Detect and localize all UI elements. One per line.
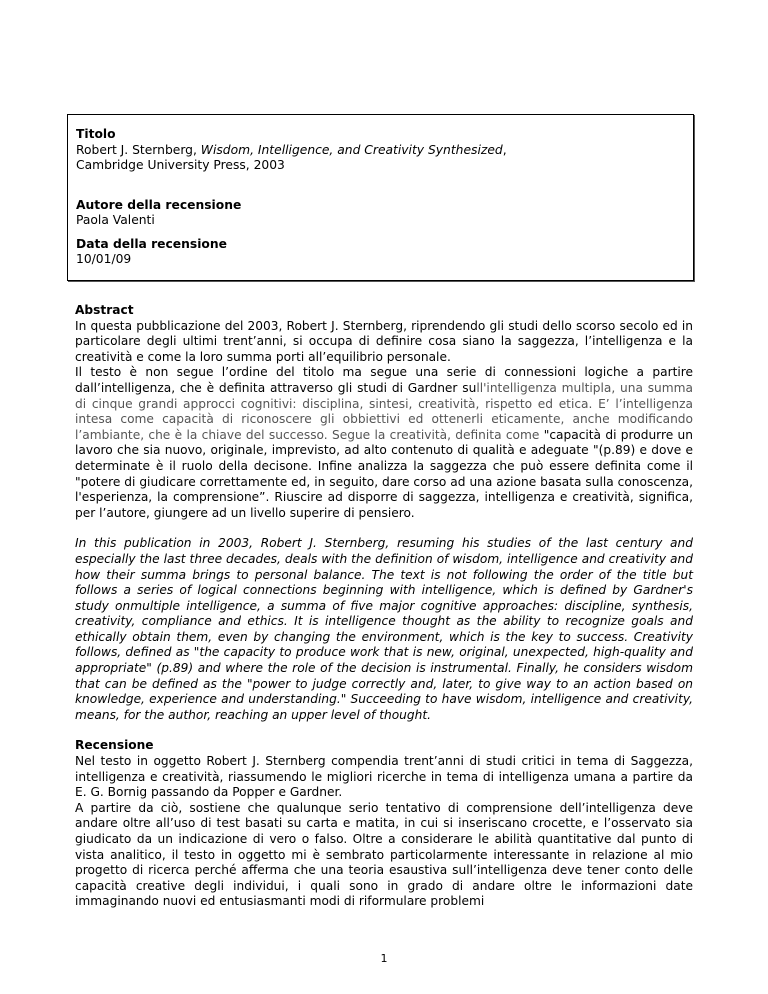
- review-heading: Recensione: [75, 738, 154, 753]
- abstract-it-p2-grey: ll'intelligenza multipla, una summa di cinque grandi approcci cognitivi: disciplina, sintesi, creatività, rispetto ed etica. E’ l’intelligenza intesa come capacità di riconoscere gli obbiettivi ed ottenerli eticamente, anche modificando l’ambiante, che è la chiave del successo. Segue la creatività, definita come: [75, 380, 693, 442]
- book-citation: [76, 143, 685, 174]
- abstract-heading: Abstract: [75, 303, 134, 317]
- review-date: 10/01/09: [76, 252, 132, 266]
- reviewer-label: Autore della recensione: [76, 197, 242, 212]
- review-paragraph-2: A partire da ciò, sostiene che qualunque serio tentativo di comprensione dell’intelligenza deve andare oltre all’uso di test basati su carta e matita, in cui si inseriscano crocette, e l’osservato sia giudicato da un indicazione di vero o falso. Oltre a considerare le abilità quantitative dal punto di vista analitico, il testo in oggetto mi è sembrato particolarmente interessante in relazione al mio progetto di ricerca perché afferma che una teoria esaustiva sull’intelligenza deve tener conto delle capacità creative degli individui, i quali sono in grado di andare oltre le informazioni date immaginando nuovi ed entusiasmanti modi di riformulare problemi: [75, 800, 693, 909]
- review-info-box: [67, 114, 694, 281]
- abstract-en-paragraph: In this publication in 2003, Robert J. Sternberg, resuming his studies of the last century and especially the last three decades, deals with the definition of wisdom, intelligence and creativity and how their summa brings to personal balance. The text is not following the order of the title but follows a series of logical connections beginning with intelligence, which is defined by Gardner's study onmultiple intelligence, a summa of five major cognitive approaches: discipline, synthesis, creativity, compliance and ethics. It is intelligence thought as the ability to recognize goals and ethically obtain them, even by changing the environment, which is the key to success. Creativity follows, defined as "the capacity to produce work that is new, original, unexpected, high-quality and appropriate" (p.89) and where the role of the decision is instrumental. Finally, he considers wisdom that can be defined as the "power to judge correctly and, later, to give way to an action based on knowledge, experience and understanding." Succeeding to have wisdom, intelligence and creativity, means, for the author, reaching an upper level of thought.: [75, 536, 693, 722]
- review-paragraph-1: Nel testo in oggetto Robert J. Sternberg compendia trent’anni di studi critici in tema di Saggezza, intelligenza e creatività, riassumendo le migliori ricerche in tema di intelligenza umana a partire da E. G. Bornig passando da Popper e Gardner.: [75, 754, 693, 800]
- date-label: Data della recensione: [76, 236, 227, 251]
- book-title: Wisdom, Intelligence, and Creativity Synthesized: [200, 142, 503, 157]
- title-label: Titolo: [76, 127, 116, 141]
- document-body: [75, 303, 693, 910]
- book-author: Robert J. Sternberg,: [76, 142, 201, 157]
- abstract-it-paragraph-1: In questa pubblicazione del 2003, Robert J. Sternberg, riprendendo gli studi dello scorso secolo ed in particolare degli ultimi trent’anni, si occupa di definire cosa siano la saggezza, l’intelligenza e la creatività e come la loro summa porti all’equilibrio personale.: [75, 318, 693, 364]
- abstract-it-p2-end: "capacità di produrre un lavoro che sia nuovo, originale, imprevisto, ad alto contenuto di qualità e adeguate "(p.89) e dove e determinate è il ruolo della decisone. Infine analizza la saggezza che può essere definita come il "potere di giudicare correttamente ed, in seguito, dare corso ad una azione basata sulla conoscenza, l'esperienza, la comprensione”. Riuscire ad disporre di saggezza, intelligenza e creatività, significa, per l’autore, giungere ad un livello superire di pensiero.: [75, 427, 693, 520]
- book-publisher: Cambridge University Press, 2003: [76, 158, 285, 172]
- book-title-comma: ,: [502, 142, 507, 157]
- reviewer-name: Paola Valenti: [76, 213, 155, 227]
- page-number: 1: [380, 952, 388, 965]
- abstract-it-p2-start: Il testo è non segue l’ordine del titolo ma segue una serie di connessioni logiche a partire dall’intelligenza, che è definita attraverso gli studi di Gardner su: [75, 365, 693, 395]
- abstract-it-paragraph-2: [75, 365, 693, 521]
